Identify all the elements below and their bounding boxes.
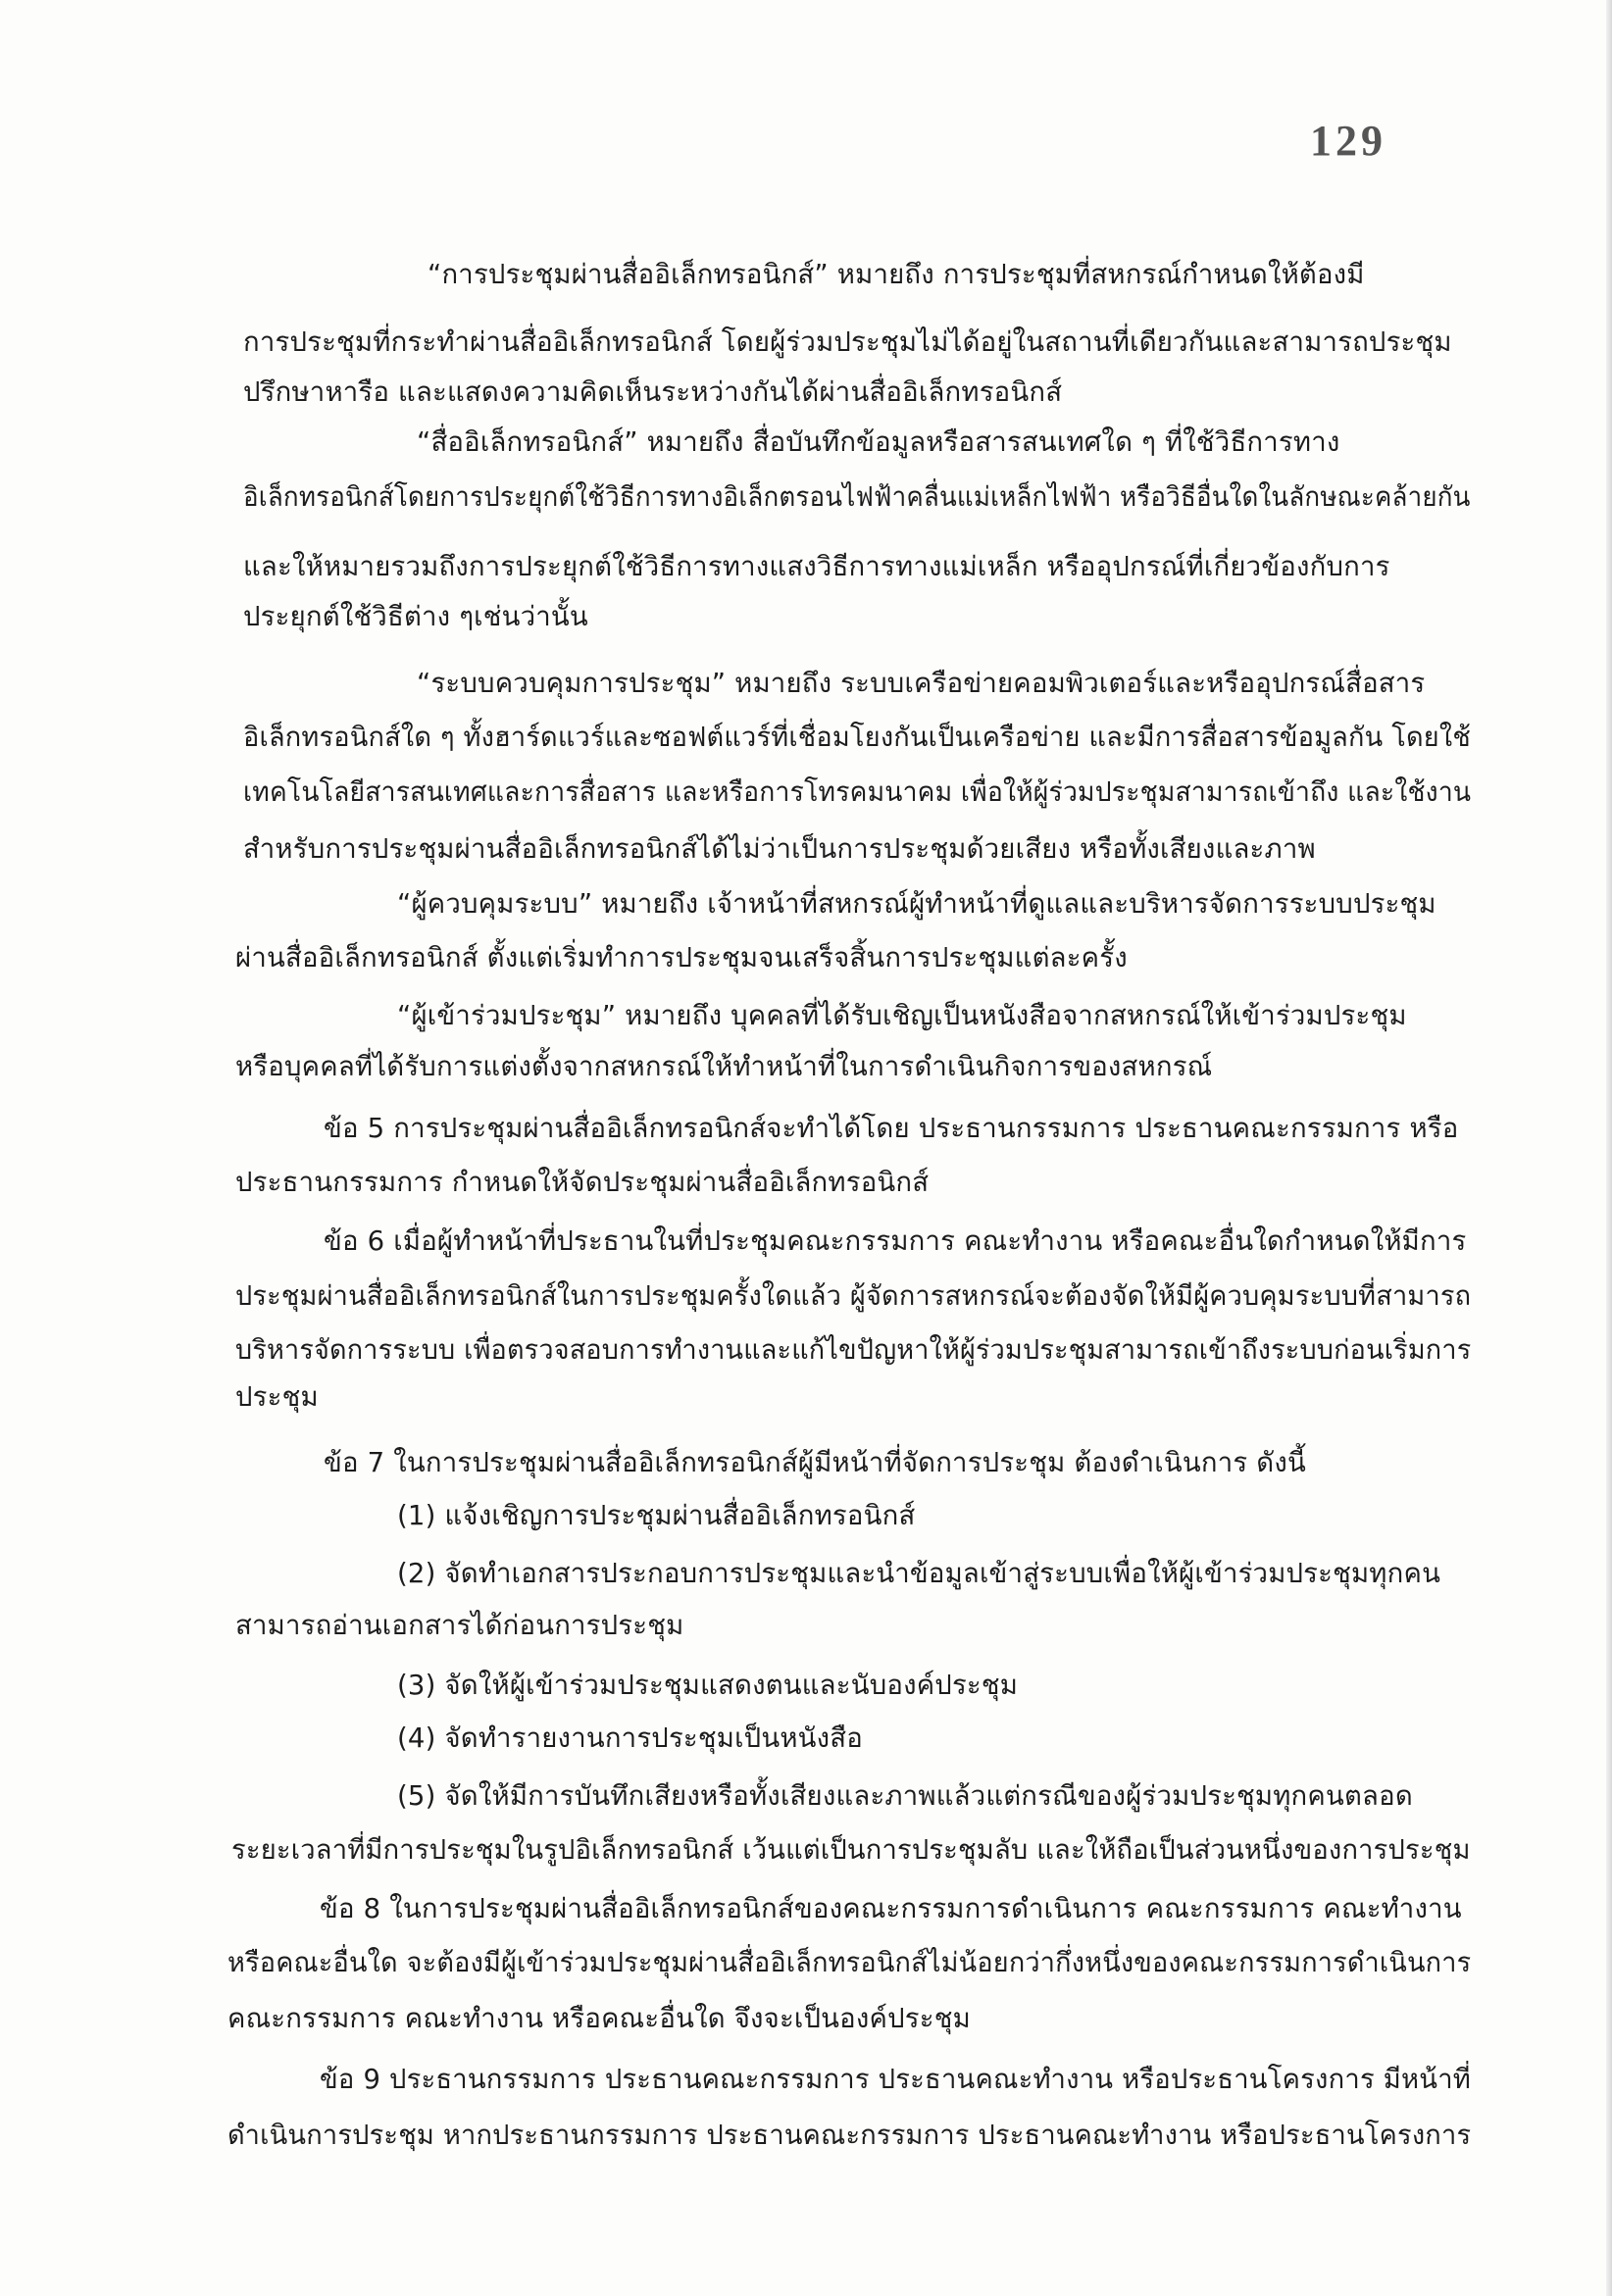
- text-line: หรือคณะอื่นใด จะต้องมีผู้เข้าร่วมประชุมผ่านสื่ออิเล็กทรอนิกส์ไม่น้อยกว่ากึ่งหนึ่งของคณะกรรมการดำเนินการ: [227, 1947, 1472, 1978]
- text-line: (5) จัดให้มีการบันทึกเสียงหรือทั้งเสียงและภาพแล้วแต่กรณีของผู้ร่วมประชุมทุกคนตลอด: [397, 1780, 1413, 1812]
- text-line: “การประชุมผ่านสื่ออิเล็กทรอนิกส์” หมายถึง การประชุมที่สหกรณ์กำหนดให้ต้องมี: [428, 259, 1365, 290]
- text-line: หรือบุคคลที่ได้รับการแต่งตั้งจากสหกรณ์ให้ทำหน้าที่ในการดำเนินกิจการของสหกรณ์: [235, 1051, 1213, 1082]
- text-line: ข้อ 9 ประธานกรรมการ ประธานคณะกรรมการ ประธานคณะทำงาน หรือประธานโครงการ มีหน้าที่: [320, 2064, 1472, 2095]
- text-line: สำหรับการประชุมผ่านสื่ออิเล็กทรอนิกส์ได้ไม่ว่าเป็นการประชุมด้วยเสียง หรือทั้งเสียงและภาพ: [243, 833, 1316, 865]
- text-line: (2) จัดทำเอกสารประกอบการประชุมและนำข้อมูลเข้าสู่ระบบเพื่อให้ผู้เข้าร่วมประชุมทุกคน: [397, 1558, 1441, 1589]
- text-line: ผ่านสื่ออิเล็กทรอนิกส์ ตั้งแต่เริ่มทำการประชุมจนเสร็จสิ้นการประชุมแต่ละครั้ง: [235, 942, 1128, 973]
- scan-edge-shadow: [1606, 0, 1612, 2296]
- text-line: ระยะเวลาที่มีการประชุมในรูปอิเล็กทรอนิกส์ เว้นแต่เป็นการประชุมลับ และให้ถือเป็นส่วนหนึ่งของการประชุม: [231, 1834, 1471, 1866]
- text-line: ข้อ 5 การประชุมผ่านสื่ออิเล็กทรอนิกส์จะทำได้โดย ประธานกรรมการ ประธานคณะกรรมการ หรือ: [324, 1113, 1459, 1144]
- text-line: “ผู้เข้าร่วมประชุม” หมายถึง บุคคลที่ได้รับเชิญเป็นหนังสือจากสหกรณ์ให้เข้าร่วมประชุม: [397, 1000, 1407, 1031]
- text-line: (4) จัดทำรายงานการประชุมเป็นหนังสือ: [397, 1722, 863, 1754]
- text-line: และให้หมายรวมถึงการประยุกต์ใช้วิธีการทางแสงวิธีการทางแม่เหล็ก หรืออุปกรณ์ที่เกี่ยวข้องกับการ: [243, 551, 1390, 582]
- text-line: บริหารจัดการระบบ เพื่อตรวจสอบการทำงานและแก้ไขปัญหาให้ผู้ร่วมประชุมสามารถเข้าถึงระบบก่อนเริ่มการ: [235, 1334, 1472, 1366]
- text-line: เทคโนโลยีสารสนเทศและการสื่อสาร และหรือการโทรคมนาคม เพื่อให้ผู้ร่วมประชุมสามารถเข้าถึง และใช้งาน: [243, 776, 1472, 808]
- text-line: “ผู้ควบคุมระบบ” หมายถึง เจ้าหน้าที่สหกรณ์ผู้ทำหน้าที่ดูแลและบริหารจัดการระบบประชุม: [397, 888, 1436, 920]
- text-line: ประยุกต์ใช้วิธีต่าง ๆเช่นว่านั้น: [243, 601, 588, 632]
- text-line: ดำเนินการประชุม หากประธานกรรมการ ประธานคณะกรรมการ ประธานคณะทำงาน หรือประธานโครงการ: [227, 2120, 1472, 2151]
- text-line: ปรึกษาหารือ และแสดงความคิดเห็นระหว่างกันได้ผ่านสื่ออิเล็กทรอนิกส์: [243, 376, 1063, 408]
- text-line: คณะกรรมการ คณะทำงาน หรือคณะอื่นใด จึงจะเป็นองค์ประชุม: [227, 2003, 971, 2034]
- text-line: ประชุมผ่านสื่ออิเล็กทรอนิกส์ในการประชุมครั้งใดแล้ว ผู้จัดการสหกรณ์จะต้องจัดให้มีผู้ควบคุมระบบที่สามารถ: [235, 1280, 1472, 1312]
- text-line: อิเล็กทรอนิกส์ใด ๆ ทั้งฮาร์ดแวร์และซอฟต์แวร์ที่เชื่อมโยงกันเป็นเครือข่าย และมีการสื่อสารข้อมูลกัน โดยใช้: [243, 722, 1471, 753]
- text-line: การประชุมที่กระทำผ่านสื่ออิเล็กทรอนิกส์ โดยผู้ร่วมประชุมไม่ได้อยู่ในสถานที่เดียวกันและสามารถประชุม: [243, 326, 1452, 358]
- text-line: “ระบบควบคุมการประชุม” หมายถึง ระบบเครือข่ายคอมพิวเตอร์และหรืออุปกรณ์สื่อสาร: [417, 668, 1426, 699]
- text-line: ประชุม: [235, 1381, 319, 1413]
- text-line: “สื่ออิเล็กทรอนิกส์” หมายถึง สื่อบันทึกข้อมูลหรือสารสนเทศใด ๆ ที่ใช้วิธีการทาง: [417, 426, 1340, 458]
- text-line: ข้อ 7 ในการประชุมผ่านสื่ออิเล็กทรอนิกส์ผู้มีหน้าที่จัดการประชุม ต้องดำเนินการ ดังนี้: [324, 1447, 1306, 1478]
- text-line: (1) แจ้งเชิญการประชุมผ่านสื่ออิเล็กทรอนิกส์: [397, 1500, 916, 1531]
- text-line: สามารถอ่านเอกสารได้ก่อนการประชุม: [235, 1610, 684, 1641]
- text-line: อิเล็กทรอนิกส์โดยการประยุกต์ใช้วิธีการทางอิเล็กตรอนไฟฟ้าคลื่นแม่เหล็กไฟฟ้า หรือวิธีอื่นใดในลักษณะคล้ายกัน: [243, 481, 1471, 513]
- text-line: (3) จัดให้ผู้เข้าร่วมประชุมแสดงตนและนับองค์ประชุม: [397, 1670, 1019, 1701]
- text-line: ประธานกรรมการ กำหนดให้จัดประชุมผ่านสื่ออิเล็กทรอนิกส์: [235, 1167, 930, 1198]
- page-number: 129: [1310, 117, 1386, 165]
- text-line: ข้อ 8 ในการประชุมผ่านสื่ออิเล็กทรอนิกส์ของคณะกรรมการดำเนินการ คณะกรรมการ คณะทำงาน: [320, 1893, 1462, 1924]
- text-line: ข้อ 6 เมื่อผู้ทำหน้าที่ประธานในที่ประชุมคณะกรรมการ คณะทำงาน หรือคณะอื่นใดกำหนดให้มีการ: [324, 1225, 1467, 1257]
